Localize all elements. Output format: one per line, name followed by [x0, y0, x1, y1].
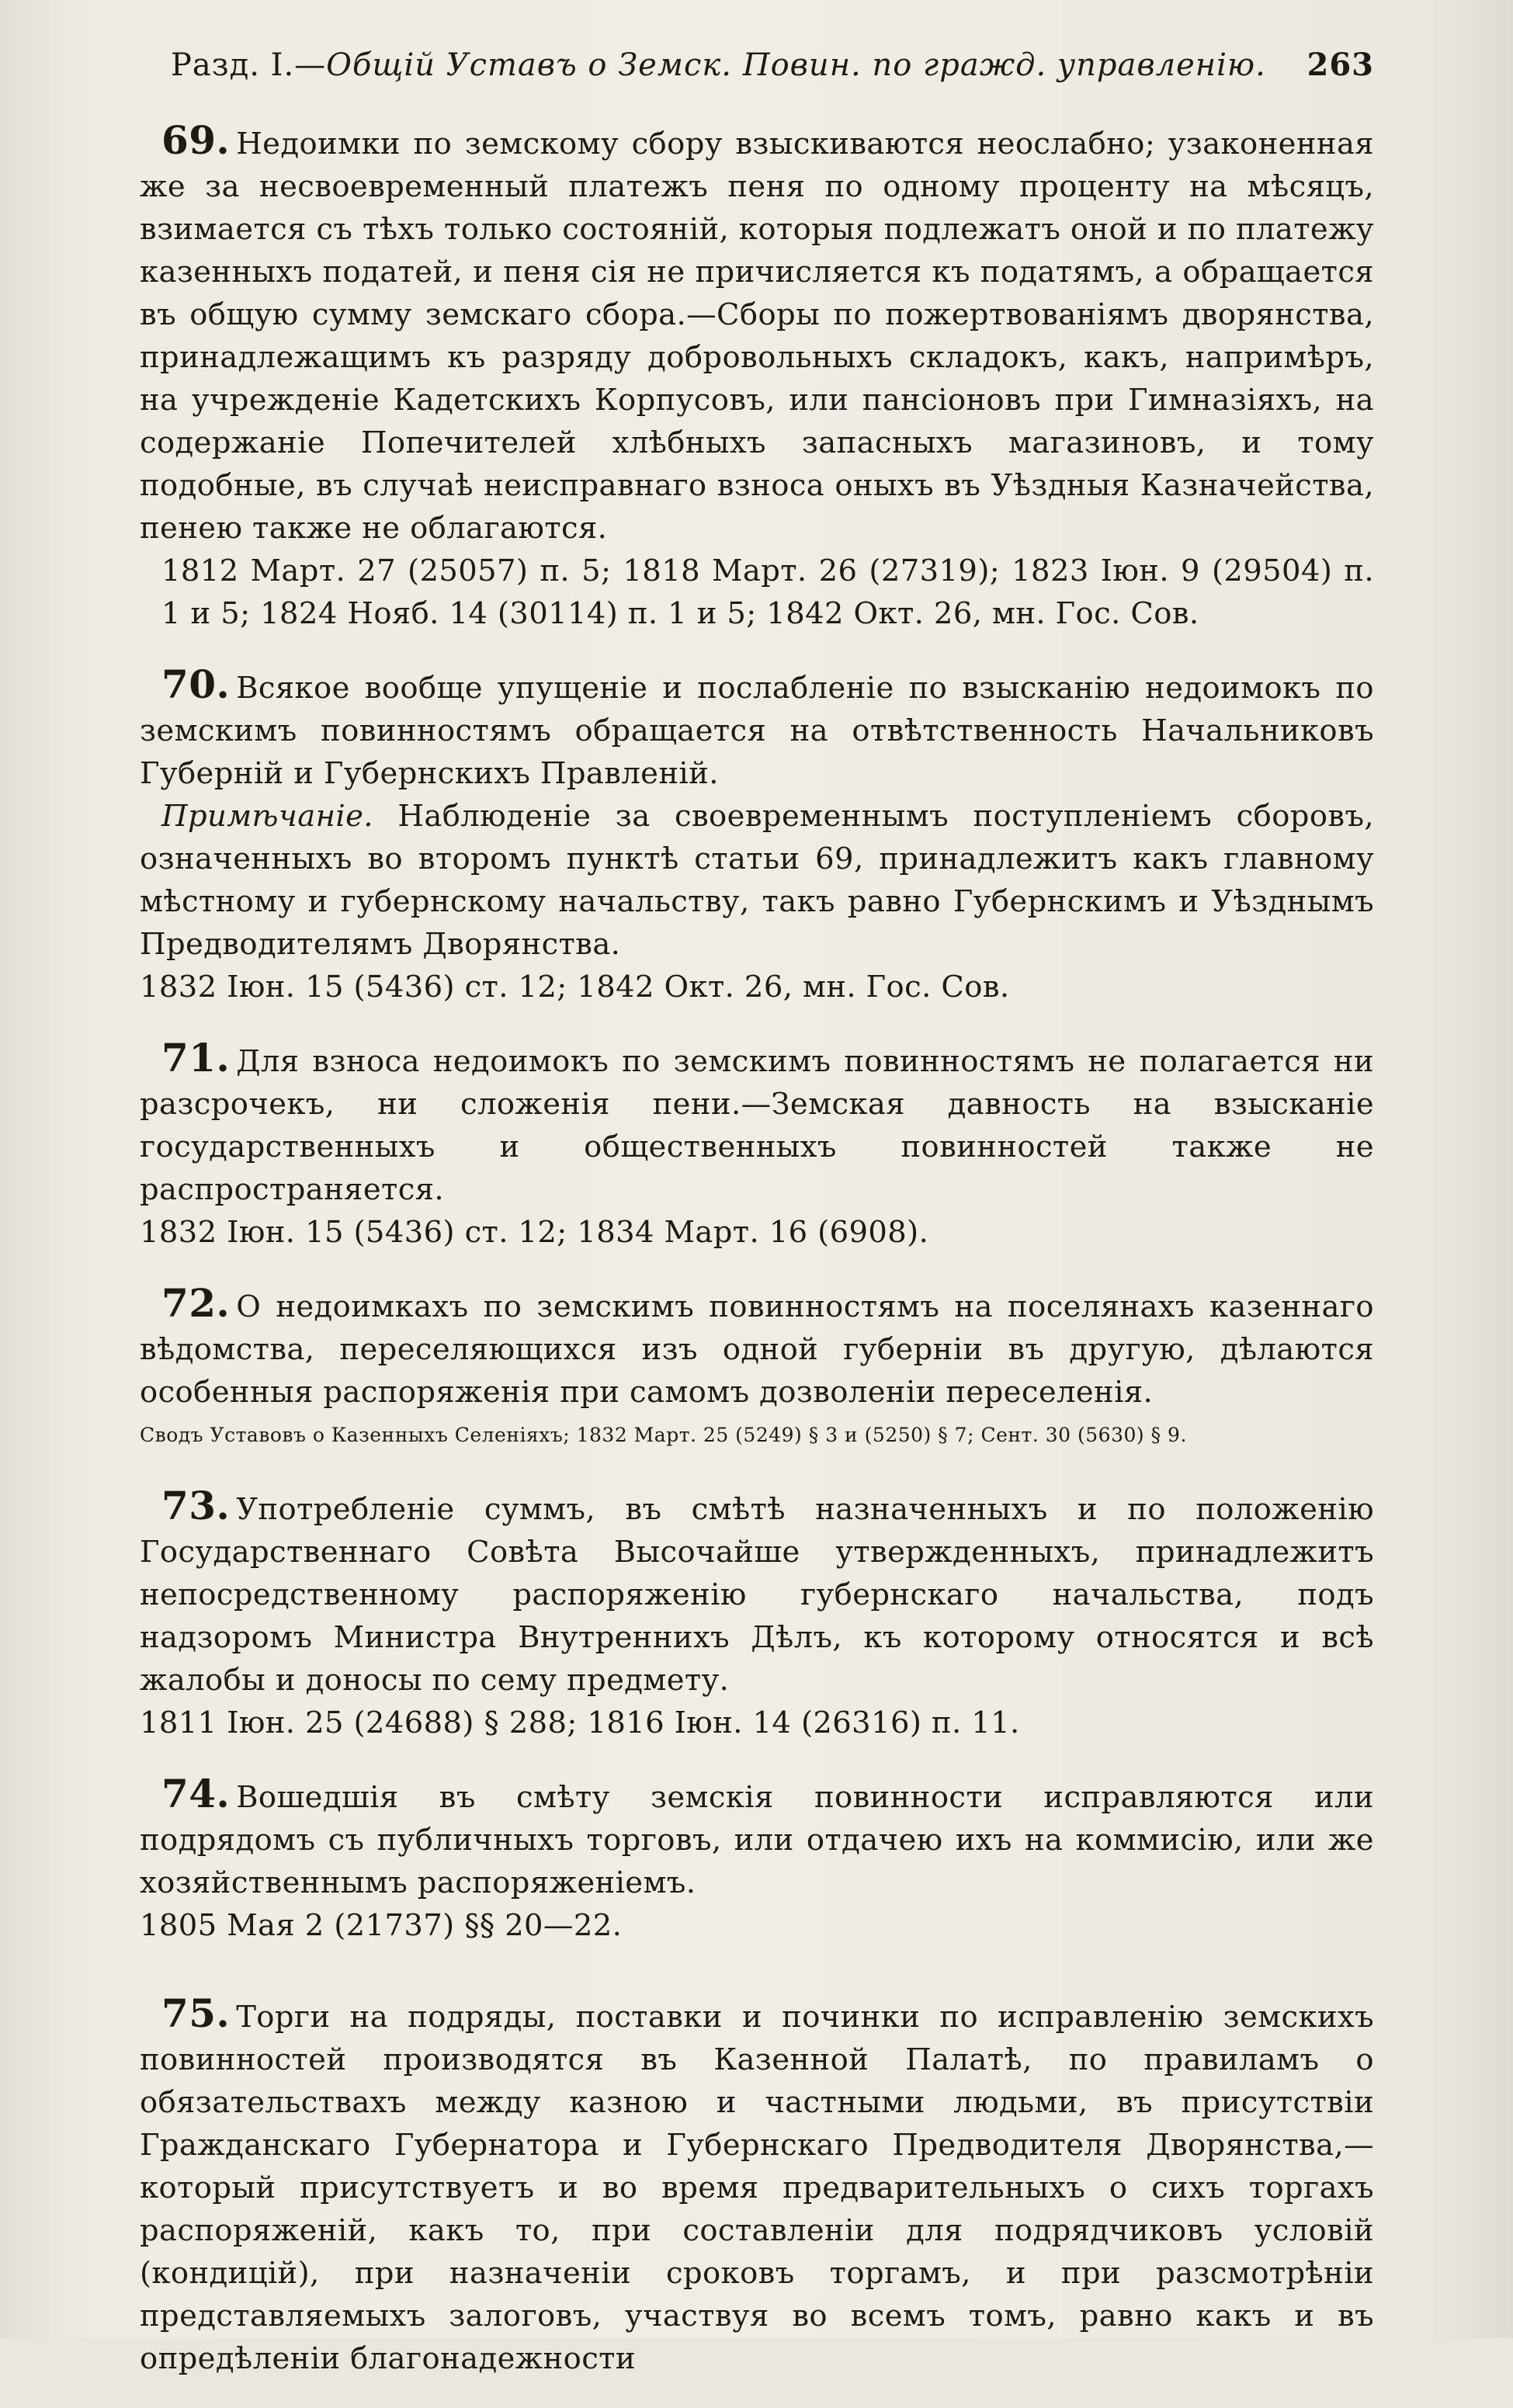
article-text [140, 1282, 1374, 1414]
article-source: 1832 Іюн. 15 (5436) ст. 12; 1842 Окт. 26, мн. Гос. Сов. [140, 970, 1010, 1004]
article-source: 1811 Іюн. 25 (24688) § 288; 1816 Іюн. 14 (26316) п. 11. [140, 1705, 1020, 1740]
running-head [140, 47, 1374, 83]
page-number: 263 [1307, 47, 1374, 83]
article-number: 74. [161, 1771, 231, 1816]
article-source: 1812 Март. 27 (25057) п. 5; 1818 Март. 26 (27319); 1823 Іюн. 9 (29504) п. 1 и 5; 1824 Нояб. 14 (30114) п. 1 и 5; 1842 Окт. 26, мн. Гос. Сов. [161, 553, 1374, 631]
article-body: Для взноса недоимокъ по земскимъ повинностямъ не полагается ни разсрочекъ, ни сложенія пени.—Земская давность на взысканіе государственныхъ и общественныхъ повинностей также не распространяется. [140, 1044, 1374, 1207]
article-body: Недоимки по земскому сбору взыскиваются неослабно; узаконенная же за несвоевременный платежъ пеня по одному проценту на мѣсяцъ, взимается съ тѣхъ только состояній, которыя подлежатъ оной и по платежу казенныхъ податей, и пеня сія не причисляется къ податямъ, а обращается въ общую сумму земскаго сбора.—Сборы по пожертвованіямъ дворянства, принадлежащимъ къ разряду добровольныхъ складокъ, какъ, напримѣръ, на учрежденіе Кадетскихъ Корпусовъ, или пансіоновъ при Гимназіяхъ, на содержаніе Попечителей хлѣбныхъ запасныхъ магазиновъ, и тому подобные, въ случаѣ неисправнаго взноса оныхъ въ Уѣздныя Казначейства, пенею также не облагаются. [140, 127, 1374, 546]
article-source: 1832 Іюн. 15 (5436) ст. 12; 1834 Март. 16 (6908). [140, 1215, 929, 1250]
article-text [140, 1484, 1374, 1702]
article-body: Всякое вообще упущеніе и послабленіе по взысканію недоимокъ по земскимъ повинностямъ обращается на отвѣтственность Начальниковъ Губерній и Губернскихъ Правленій. [140, 671, 1374, 791]
article-number: 71. [161, 1035, 231, 1081]
article-body: Вошедшія въ смѣту земскія повинности исправляются или подрядомъ съ публичныхъ торговъ, или отдачею ихъ на коммисію, или же хозяйственнымъ распоряженіемъ. [140, 1780, 1374, 1900]
article-text [140, 1036, 1374, 1211]
article-number: 69. [161, 117, 231, 163]
article-71 [140, 1036, 1374, 1254]
article-70 [140, 663, 1374, 1008]
article-73 [140, 1484, 1374, 1744]
note-label: Примѣчаніе. [161, 799, 373, 834]
article-number: 75. [161, 1990, 231, 2036]
article-text [140, 1992, 1374, 2380]
page-text [140, 47, 1374, 2408]
article-text [140, 119, 1374, 550]
article-source: 1805 Мая 2 (21737) §§ 20—22. [140, 1908, 623, 1943]
article-source: Сводъ Уставовъ о Казенныхъ Селеніяхъ; 1832 Март. 25 (5249) § 3 и (5250) § 7; Сент. 30 (5630) § 9. [140, 1424, 1187, 1446]
article-text [140, 663, 1374, 795]
article-72 [140, 1282, 1374, 1456]
article-body: Употребленіе суммъ, въ смѣтѣ назначенныхъ и по положенію Государственнаго Совѣта Высочайше утвержденныхъ, принадлежитъ непосредственному распоряженію губернскаго начальства, подъ надзоромъ Министра Внутреннихъ Дѣлъ, къ которому относятся и всѣ жалобы и доносы по сему предмету. [140, 1492, 1374, 1698]
article-number: 70. [161, 661, 231, 707]
section-label: Разд. I. [171, 47, 295, 83]
article-number: 72. [161, 1280, 231, 1326]
article-body: Торги на подряды, поставки и починки по исправленію земскихъ повинностей производятся въ Казенной Палатѣ, по правиламъ о обязательствахъ между казною и частными людьми, въ присутствіи Гражданскаго Губернатора и Губернскаго Предводителя Дворянства,—который присутствуетъ и во время предварительныхъ о сихъ торгахъ распоряженій, какъ то, при составленіи для подрядчиковъ условій (кондицій), при назначеніи сроковъ торгамъ, и при разсмотрѣніи представляемыхъ залоговъ, участвуя во всемъ томъ, равно какъ и въ опредѣленіи благонадежности [140, 2000, 1374, 2376]
article-note [140, 795, 1374, 966]
note-text: Наблюденіе за своевременнымъ поступленіемъ сборовъ, означенныхъ во второмъ пунктѣ статьи 69, принадлежитъ какъ главному мѣстному и губернскому начальству, такъ равно Губернскимъ и Уѣзднымъ Предводителямъ Дворянства. [140, 799, 1375, 962]
article-body: О недоимкахъ по земскимъ повинностямъ на поселянахъ казеннаго вѣдомства, переселяющихся изъ одной губерніи въ другую, дѣлаются особенныя распоряженія при самомъ дозволеніи переселенія. [140, 1289, 1374, 1410]
article-69 [140, 119, 1374, 635]
article-75 [140, 1992, 1374, 2380]
article-number: 73. [161, 1483, 231, 1528]
article-74 [140, 1772, 1374, 1947]
running-head-title [171, 47, 1266, 83]
chapter-title: —Общій Уставъ о Земск. Повин. по гражд. управленію. [294, 47, 1266, 83]
article-text [140, 1772, 1374, 1904]
